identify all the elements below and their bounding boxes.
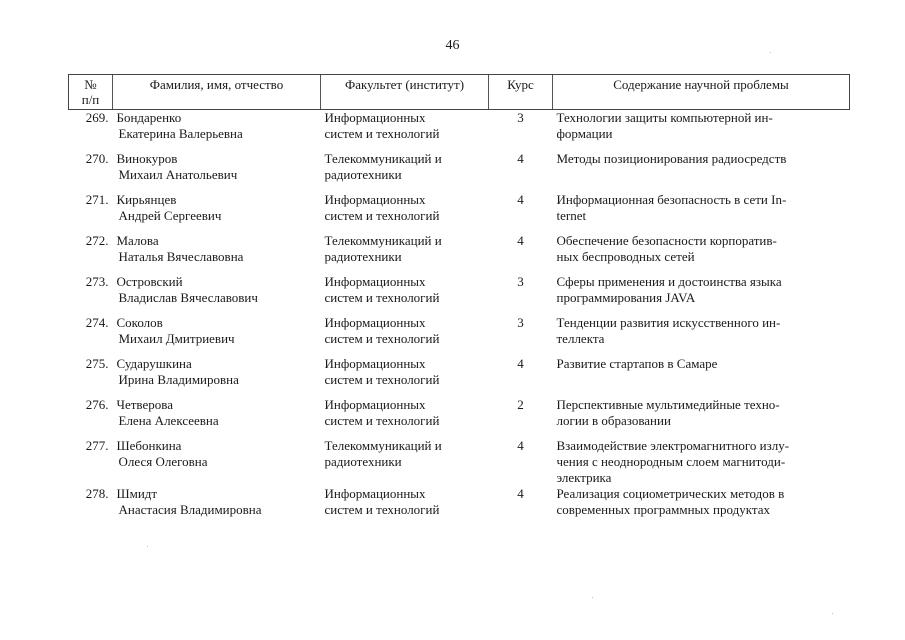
research-topic — [553, 192, 850, 233]
student-surname: Малова — [116, 233, 159, 248]
header-topic: Содержание научной проблемы — [553, 75, 850, 110]
student-given-names: Михаил Анатольевич — [118, 167, 238, 182]
student-surname: Сударушкина — [116, 356, 192, 371]
header-name: Фамилия, имя, отчество — [113, 75, 321, 110]
faculty-line: Информационных — [324, 397, 426, 412]
research-topic — [553, 397, 850, 438]
course: 3 — [517, 274, 524, 289]
student-name — [113, 192, 321, 233]
students-table — [68, 74, 850, 527]
table-row — [69, 110, 850, 152]
student-given-names: Наталья Вячеславовна — [118, 249, 244, 264]
row-number: 275. — [85, 356, 109, 371]
faculty-line: Информационных — [324, 315, 426, 330]
faculty — [321, 315, 489, 356]
student-given-names: Анастасия Владимировна — [118, 502, 262, 517]
header-number — [69, 75, 113, 110]
faculty — [321, 274, 489, 315]
topic-line: Методы позиционирования радиосредств — [556, 151, 787, 166]
student-given-names: Олеся Олеговна — [118, 454, 208, 469]
student-name — [113, 356, 321, 397]
faculty-line: радиотехники — [324, 167, 402, 182]
row-number: 274. — [85, 315, 109, 330]
faculty-line: систем и технологий — [324, 331, 440, 346]
topic-line: Сферы применения и достоинства языка — [556, 274, 782, 289]
faculty-line: Информационных — [324, 486, 426, 501]
faculty-line: систем и технологий — [324, 372, 440, 387]
research-topic — [553, 110, 850, 152]
topic-line: Информационная безопасность в сети In- — [556, 192, 787, 207]
student-name — [113, 151, 321, 192]
row-number: 270. — [85, 151, 109, 166]
faculty — [321, 356, 489, 397]
table-row — [69, 151, 850, 192]
table-row — [69, 274, 850, 315]
student-given-names: Андрей Сергеевич — [118, 208, 222, 223]
faculty — [321, 110, 489, 152]
faculty — [321, 397, 489, 438]
course: 4 — [517, 486, 524, 501]
header-faculty: Факультет (институт) — [321, 75, 489, 110]
topic-line: Взаимодействие электромагнитного излу- — [556, 438, 790, 453]
topic-line: Развитие стартапов в Самаре — [556, 356, 718, 371]
scan-speck — [592, 597, 593, 598]
topic-line: чения с неоднородным слоем магнитоди- — [556, 454, 786, 469]
table-header — [69, 75, 850, 110]
research-topic — [553, 356, 850, 397]
faculty-line: Информационных — [324, 356, 426, 371]
research-topic — [553, 315, 850, 356]
header-number-abbr: п/п — [81, 92, 100, 107]
faculty-line: систем и технологий — [324, 126, 440, 141]
student-surname: Кирьянцев — [116, 192, 177, 207]
course: 4 — [517, 356, 524, 371]
student-given-names: Екатерина Валерьевна — [118, 126, 243, 141]
faculty-line: Информационных — [324, 274, 426, 289]
student-surname: Островский — [116, 274, 183, 289]
course: 2 — [517, 397, 524, 412]
scan-speck — [147, 546, 148, 547]
faculty-line: систем и технологий — [324, 208, 440, 223]
faculty-line: Телекоммуникаций и — [324, 438, 442, 453]
topic-line: Тенденции развития искусственного ин- — [556, 315, 781, 330]
student-surname: Шебонкина — [116, 438, 182, 453]
table-row — [69, 192, 850, 233]
faculty — [321, 192, 489, 233]
student-name — [113, 274, 321, 315]
page-number: 46 — [445, 38, 460, 53]
faculty — [321, 438, 489, 486]
header-number-symbol: № — [84, 77, 97, 92]
course: 4 — [517, 151, 524, 166]
student-surname: Соколов — [116, 315, 163, 330]
faculty-line: систем и технологий — [324, 413, 440, 428]
topic-line: современных программных продуктах — [556, 502, 770, 517]
header-course: Курс — [489, 75, 553, 110]
table-row — [69, 438, 850, 486]
research-topic — [553, 486, 850, 527]
faculty-line: систем и технологий — [324, 502, 440, 517]
faculty-line: Информационных — [324, 192, 426, 207]
topic-line: ных беспроводных сетей — [556, 249, 695, 264]
student-given-names: Владислав Вячеславович — [118, 290, 258, 305]
research-topic — [553, 233, 850, 274]
course: 4 — [517, 233, 524, 248]
row-number: 269. — [85, 110, 109, 125]
topic-line: Технологии защиты компьютерной ин- — [556, 110, 773, 125]
faculty — [321, 486, 489, 527]
row-number: 277. — [85, 438, 109, 453]
student-surname: Бондаренко — [116, 110, 182, 125]
course: 4 — [517, 192, 524, 207]
topic-line: Обеспечение безопасности корпоратив- — [556, 233, 777, 248]
student-name — [113, 486, 321, 527]
topic-line: ternet — [556, 208, 587, 223]
student-name — [113, 110, 321, 152]
topic-line: формации — [556, 126, 613, 141]
topic-line: электрика — [556, 470, 612, 485]
student-given-names: Ирина Владимировна — [118, 372, 239, 387]
faculty-line: Информационных — [324, 110, 426, 125]
faculty-line: Телекоммуникаций и — [324, 151, 442, 166]
course: 3 — [517, 315, 524, 330]
student-surname: Шмидт — [116, 486, 158, 501]
faculty-line: систем и технологий — [324, 290, 440, 305]
faculty — [321, 233, 489, 274]
student-surname: Винокуров — [116, 151, 178, 166]
research-topic — [553, 274, 850, 315]
table-row — [69, 397, 850, 438]
student-name — [113, 233, 321, 274]
faculty — [321, 151, 489, 192]
faculty-line: радиотехники — [324, 249, 402, 264]
student-given-names: Елена Алексеевна — [118, 413, 219, 428]
topic-line: Перспективные мультимедийные техно- — [556, 397, 780, 412]
student-name — [113, 315, 321, 356]
row-number: 276. — [85, 397, 109, 412]
topic-line: программирования JAVA — [556, 290, 696, 305]
course: 3 — [517, 110, 524, 125]
student-name — [113, 397, 321, 438]
topic-line: Реализация социометрических методов в — [556, 486, 785, 501]
course: 4 — [517, 438, 524, 453]
table-row — [69, 486, 850, 527]
topic-line: теллекта — [556, 331, 605, 346]
student-given-names: Михаил Дмитриевич — [118, 331, 235, 346]
row-number: 278. — [85, 486, 109, 501]
research-topic — [553, 151, 850, 192]
row-number: 272. — [85, 233, 109, 248]
faculty-line: Телекоммуникаций и — [324, 233, 442, 248]
faculty-line: радиотехники — [324, 454, 402, 469]
student-surname: Четверова — [116, 397, 173, 412]
topic-line: логии в образовании — [556, 413, 671, 428]
scan-speck — [770, 52, 771, 53]
table-body — [69, 110, 850, 528]
research-topic — [553, 438, 850, 486]
table-row — [69, 233, 850, 274]
scan-speck — [832, 613, 833, 614]
table-row — [69, 315, 850, 356]
student-name — [113, 438, 321, 486]
row-number: 271. — [85, 192, 109, 207]
table-row — [69, 356, 850, 397]
header-row — [69, 75, 850, 110]
row-number: 273. — [85, 274, 109, 289]
